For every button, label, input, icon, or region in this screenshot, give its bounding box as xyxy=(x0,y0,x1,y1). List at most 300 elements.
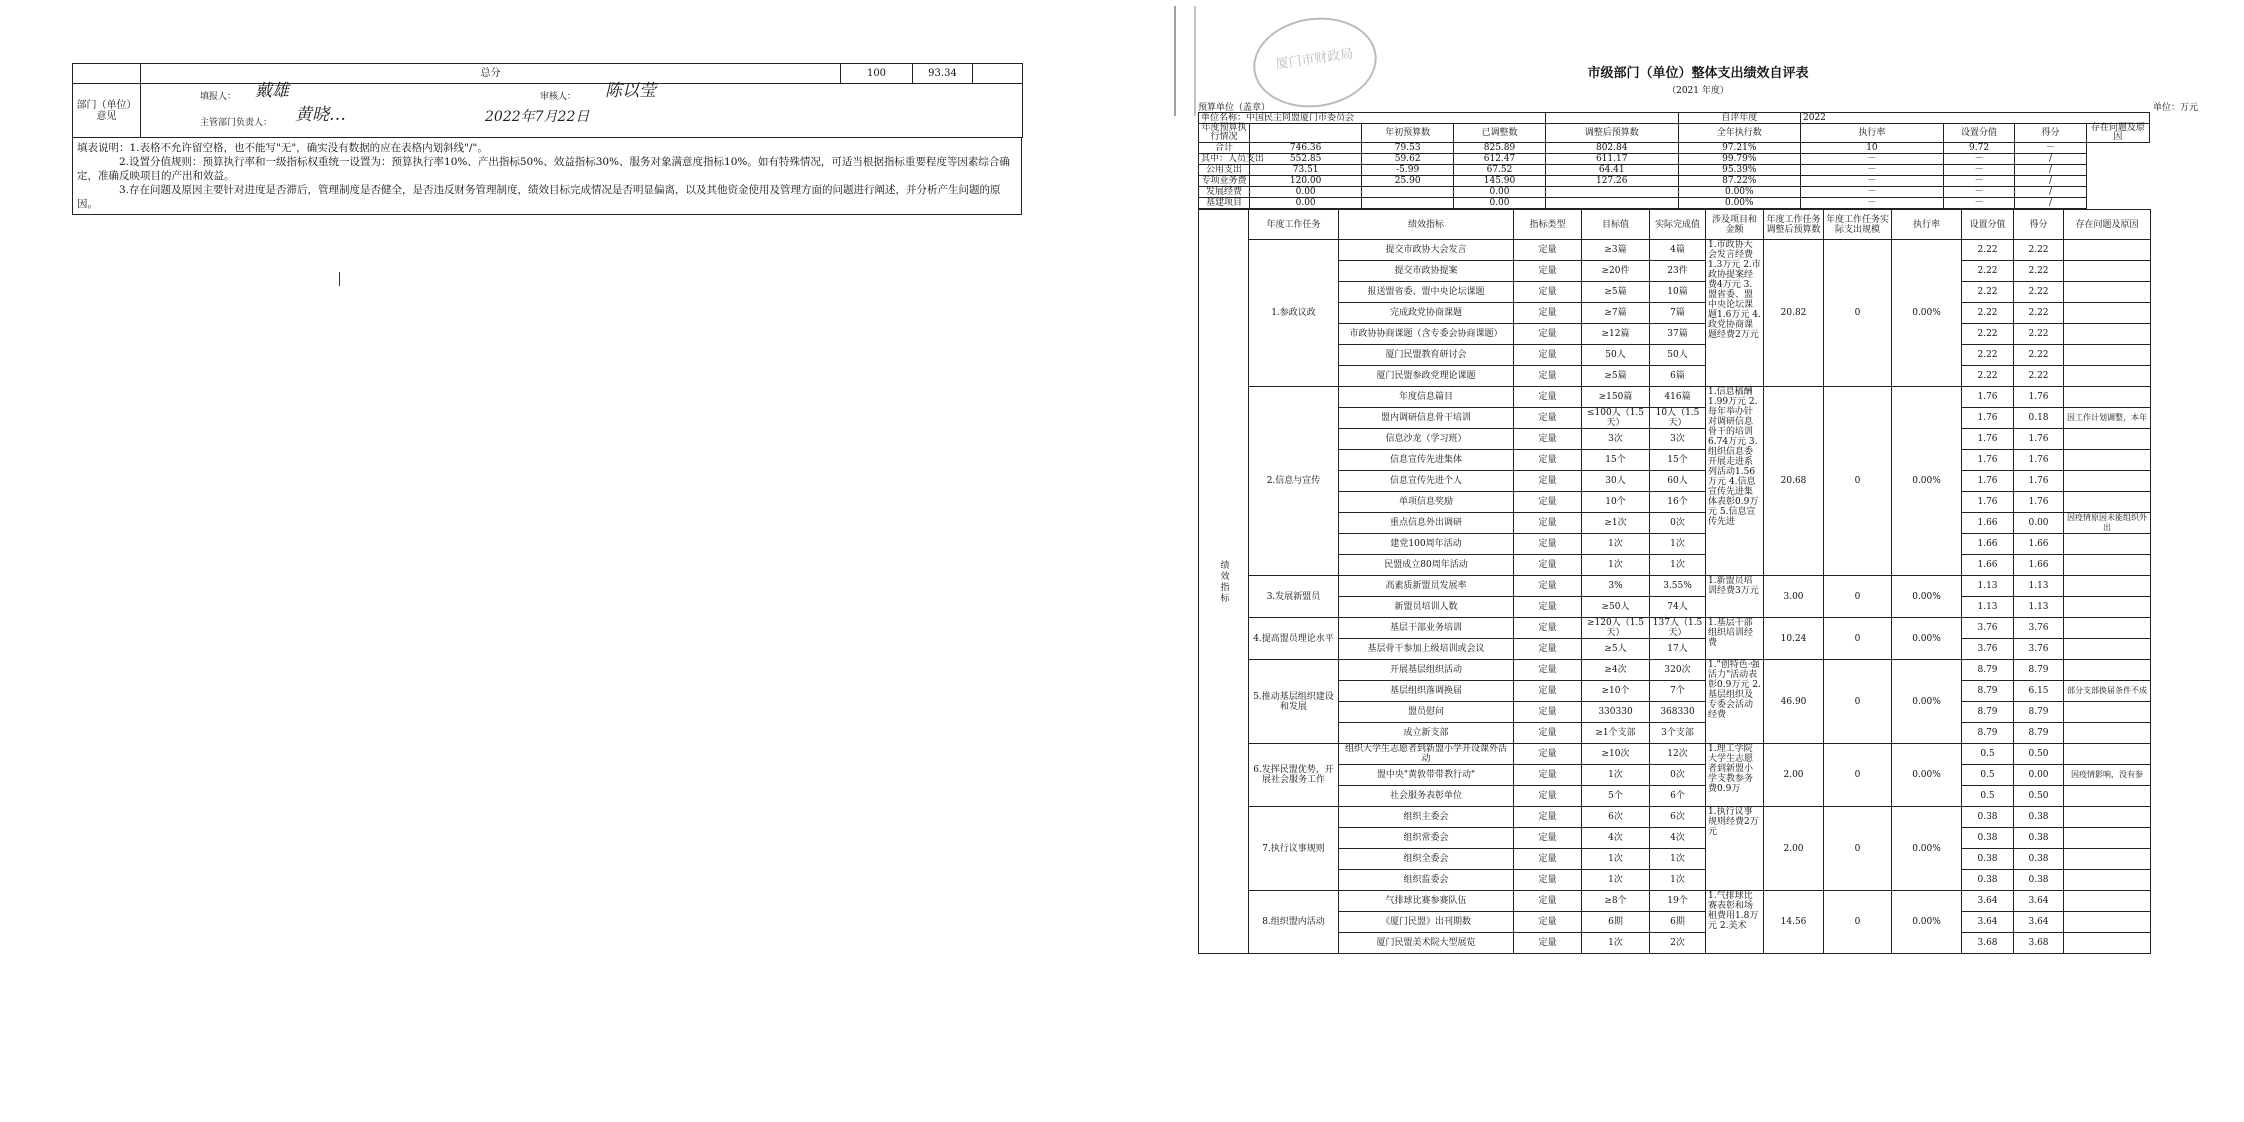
indicator-score-set: 1.76 xyxy=(1962,492,2014,513)
task-adjusted-budget: 20.82 xyxy=(1764,240,1824,387)
actual-value: 7篇 xyxy=(1650,303,1706,324)
budget-cell: 552.85 xyxy=(1250,154,1362,165)
indicator-score-got: 1.76 xyxy=(2014,429,2064,450)
indicator-score-got: 0.38 xyxy=(2014,807,2064,828)
indicator-score-got: 8.79 xyxy=(2014,702,2064,723)
filler-label: 填报人： xyxy=(200,92,237,102)
target-value: ≥10次 xyxy=(1582,744,1650,765)
indicator-score-got: 2.22 xyxy=(2014,324,2064,345)
task-adjusted-budget: 20.68 xyxy=(1764,387,1824,576)
indicator-name: 重点信息外出调研 xyxy=(1339,513,1514,534)
indicator-problem xyxy=(2064,618,2151,639)
target-value: ≥4次 xyxy=(1582,660,1650,681)
indicator-score-got: 0.50 xyxy=(2014,744,2064,765)
target-value: 5个 xyxy=(1582,786,1650,807)
indicator-score-got: 2.22 xyxy=(2014,261,2064,282)
budget-cell: 0.00 xyxy=(1454,198,1546,209)
task-name: 2.信息与宣传 xyxy=(1249,387,1339,576)
indicator-problem xyxy=(2064,786,2151,807)
project-amount-desc: 1.基层干部组织培训经费 xyxy=(1706,618,1764,660)
indicator-score-got: 0.38 xyxy=(2014,828,2064,849)
actual-value: 137人（1.5天） xyxy=(1650,618,1706,639)
task-actual-spend: 0 xyxy=(1824,618,1892,660)
actual-value: 12次 xyxy=(1650,744,1706,765)
self-year-label: 自评年度 xyxy=(1678,113,1800,124)
actual-value: 15个 xyxy=(1650,450,1706,471)
head-signature: 黄晓… xyxy=(295,105,346,125)
indicator-score-set: 2.22 xyxy=(1962,261,2014,282)
budget-cell xyxy=(1545,187,1678,198)
indicator-name: 年度信息篇目 xyxy=(1339,387,1514,408)
perf-header: 绩效指标 xyxy=(1339,210,1514,240)
actual-value: 17人 xyxy=(1650,639,1706,660)
task-exec-rate: 0.00% xyxy=(1892,240,1962,387)
indicator-score-set: 8.79 xyxy=(1962,660,2014,681)
budget-cell: 825.89 xyxy=(1454,143,1546,154)
indicator-problem xyxy=(2064,912,2151,933)
indicator-type: 定量 xyxy=(1514,933,1582,954)
actual-value: 3.55% xyxy=(1650,576,1706,597)
budget-cell: / xyxy=(2015,154,2086,165)
actual-value: 1次 xyxy=(1650,534,1706,555)
indicator-problem xyxy=(2064,471,2151,492)
budget-execution-table xyxy=(1198,112,2150,209)
head-label: 主管部门负责人： xyxy=(200,118,273,128)
target-value: 10个 xyxy=(1582,492,1650,513)
indicator-problem: 因工作计划调整，本年 xyxy=(2064,408,2151,429)
indicator-name: 报送盟省委、盟中央论坛课题 xyxy=(1339,282,1514,303)
budget-cell: － xyxy=(1801,154,1944,165)
actual-value: 2次 xyxy=(1650,933,1706,954)
budget-cell: 64.41 xyxy=(1545,165,1678,176)
budget-header: 执行率 xyxy=(1801,124,1944,143)
indicator-score-set: 0.5 xyxy=(1962,786,2014,807)
indicator-type: 定量 xyxy=(1514,660,1582,681)
budget-header: 得分 xyxy=(2015,124,2086,143)
indicator-type: 定量 xyxy=(1514,723,1582,744)
indicator-name: 厦门民盟美术院大型展览 xyxy=(1339,933,1514,954)
budget-cell: － xyxy=(1943,198,2014,209)
target-value: ≥50人 xyxy=(1582,597,1650,618)
indicator-name: 盟中央"黄敦带带教行动" xyxy=(1339,765,1514,786)
budget-cell: 127.26 xyxy=(1545,176,1678,187)
indicator-problem xyxy=(2064,597,2151,618)
actual-value: 60人 xyxy=(1650,471,1706,492)
project-amount-desc: 1.市政协大会发言经费1.3万元 2.市政协提案经费4万元 3.盟省委、盟中央论坛课题1.6万元 4.政党协商课题经费2万元 xyxy=(1706,240,1764,387)
indicator-score-got: 0.00 xyxy=(2014,765,2064,786)
actual-value: 10篇 xyxy=(1650,282,1706,303)
indicator-score-set: 1.76 xyxy=(1962,408,2014,429)
actual-value: 6篇 xyxy=(1650,366,1706,387)
indicator-name: 完成政党协商课题 xyxy=(1339,303,1514,324)
indicator-score-got: 2.22 xyxy=(2014,345,2064,366)
indicator-score-got: 6.15 xyxy=(2014,681,2064,702)
indicator-name: 厦门民盟参政党理论课题 xyxy=(1339,366,1514,387)
task-adjusted-budget: 14.56 xyxy=(1764,891,1824,954)
actual-value: 4篇 xyxy=(1650,240,1706,261)
indicator-problem xyxy=(2064,891,2151,912)
indicator-name: 成立新支部 xyxy=(1339,723,1514,744)
indicator-type: 定量 xyxy=(1514,324,1582,345)
indicator-name: 建党100周年活动 xyxy=(1339,534,1514,555)
actual-value: 416篇 xyxy=(1650,387,1706,408)
perf-header: 年度工作任务 xyxy=(1249,210,1339,240)
budget-cell: 95.39% xyxy=(1678,165,1800,176)
indicator-score-set: 2.22 xyxy=(1962,282,2014,303)
indicator-name: 盟员慰问 xyxy=(1339,702,1514,723)
indicator-score-got: 3.68 xyxy=(2014,933,2064,954)
budget-cell: 0.00% xyxy=(1678,198,1800,209)
budget-cell: 25.90 xyxy=(1362,176,1454,187)
project-amount-desc: 1.执行议事规则经费2万元 xyxy=(1706,807,1764,891)
task-actual-spend: 0 xyxy=(1824,576,1892,618)
actual-value: 320次 xyxy=(1650,660,1706,681)
target-value: 1次 xyxy=(1582,765,1650,786)
self-year: 2022 xyxy=(1801,113,2150,124)
budget-cell: 120.00 xyxy=(1250,176,1362,187)
budget-cell: -5.99 xyxy=(1362,165,1454,176)
task-actual-spend: 0 xyxy=(1824,660,1892,744)
indicator-score-set: 2.22 xyxy=(1962,366,2014,387)
budget-cell: － xyxy=(1801,176,1944,187)
indicator-problem xyxy=(2064,870,2151,891)
indicator-name: 组织主委会 xyxy=(1339,807,1514,828)
target-value: 3次 xyxy=(1582,429,1650,450)
budget-cell: / xyxy=(2015,176,2086,187)
actual-value: 23件 xyxy=(1650,261,1706,282)
target-value: ≥8个 xyxy=(1582,891,1650,912)
actual-value: 16个 xyxy=(1650,492,1706,513)
indicator-type: 定量 xyxy=(1514,366,1582,387)
indicator-score-set: 1.76 xyxy=(1962,450,2014,471)
score-signature-table xyxy=(72,63,1023,138)
budget-cell: 611.17 xyxy=(1545,154,1678,165)
actual-value: 1次 xyxy=(1650,555,1706,576)
scan-edge-marks xyxy=(1174,6,1196,116)
indicator-type: 定量 xyxy=(1514,471,1582,492)
budget-cell: 79.53 xyxy=(1362,143,1454,154)
budget-cell: / xyxy=(2015,165,2086,176)
indicator-type: 定量 xyxy=(1514,912,1582,933)
indicator-score-got: 0.38 xyxy=(2014,849,2064,870)
fill-instructions: 填表说明：1.表格不允许留空格，也不能写"无"，确实没有数据的应在表格内划斜线"/"。 2.设置分值规则：预算执行率和一级指标权重统一设置为：预算执行率10%、产出指标50%、效益指标30%、服务对象满意度指标10%。如有特殊情况，可适当根据指标重要程度等因素综合确定，准确反映项目的产出和效益。 3.存在问题及原因主要针对进度是否滞后，管理制度是否健全，是否违反财务管理制度，绩效目标完成情况是否明显偏离，以及其他资金使用及管理方面的问题进行阐述，并分析产生问题的原因。 xyxy=(72,138,1022,215)
task-adjusted-budget: 2.00 xyxy=(1764,744,1824,807)
budget-header: 年初预算数 xyxy=(1362,124,1454,143)
indicator-type: 定量 xyxy=(1514,765,1582,786)
target-value: ≥5人 xyxy=(1582,639,1650,660)
indicator-score-got: 0.38 xyxy=(2014,870,2064,891)
budget-cell: 0.00% xyxy=(1678,187,1800,198)
perf-header: 年度工作任务调整后预算数 xyxy=(1764,210,1824,240)
perf-header: 目标值 xyxy=(1582,210,1650,240)
task-actual-spend: 0 xyxy=(1824,240,1892,387)
perf-header: 得分 xyxy=(2014,210,2064,240)
budget-cell: 9.72 xyxy=(1943,143,2014,154)
indicator-problem xyxy=(2064,345,2151,366)
task-actual-spend: 0 xyxy=(1824,807,1892,891)
indicator-type: 定量 xyxy=(1514,345,1582,366)
indicator-type: 定量 xyxy=(1514,240,1582,261)
target-value: ≥20件 xyxy=(1582,261,1650,282)
indicator-type: 定量 xyxy=(1514,618,1582,639)
actual-value: 10人（1.5天） xyxy=(1650,408,1706,429)
target-value: ≥1个支部 xyxy=(1582,723,1650,744)
task-name: 1.参政议政 xyxy=(1249,240,1339,387)
task-exec-rate: 0.00% xyxy=(1892,618,1962,660)
actual-value: 19个 xyxy=(1650,891,1706,912)
indicator-score-got: 3.64 xyxy=(2014,912,2064,933)
perf-header: 存在问题及原因 xyxy=(2064,210,2151,240)
indicator-type: 定量 xyxy=(1514,681,1582,702)
indicator-score-got: 8.79 xyxy=(2014,723,2064,744)
indicator-problem xyxy=(2064,660,2151,681)
target-value: ≥1次 xyxy=(1582,513,1650,534)
indicator-score-set: 0.38 xyxy=(1962,828,2014,849)
budget-row-label: 基建项目 xyxy=(1199,198,1250,209)
opinion-label: 部门（单位）意见 xyxy=(73,84,141,138)
budget-cell xyxy=(1362,198,1454,209)
indicator-problem xyxy=(2064,303,2151,324)
perf-header: 设置分值 xyxy=(1962,210,2014,240)
budget-header: 已调整数 xyxy=(1454,124,1546,143)
indicator-score-got: 1.76 xyxy=(2014,450,2064,471)
indicator-score-got: 1.13 xyxy=(2014,576,2064,597)
indicator-score-got: 1.76 xyxy=(2014,387,2064,408)
task-name: 3.发展新盟员 xyxy=(1249,576,1339,618)
indicator-score-set: 8.79 xyxy=(1962,723,2014,744)
actual-value: 37篇 xyxy=(1650,324,1706,345)
task-exec-rate: 0.00% xyxy=(1892,891,1962,954)
indicator-problem xyxy=(2064,261,2151,282)
indicator-score-got: 8.79 xyxy=(2014,660,2064,681)
indicator-score-got: 2.22 xyxy=(2014,240,2064,261)
indicator-problem xyxy=(2064,429,2151,450)
project-amount-desc: 1.新盟员培训经费3万元 xyxy=(1706,576,1764,618)
indicator-name: 基层干部业务培训 xyxy=(1339,618,1514,639)
task-name: 7.执行议事规则 xyxy=(1249,807,1339,891)
indicator-name: 信息宣传先进集体 xyxy=(1339,450,1514,471)
indicator-problem xyxy=(2064,387,2151,408)
indicator-score-set: 0.38 xyxy=(1962,849,2014,870)
indicator-type: 定量 xyxy=(1514,513,1582,534)
indicator-type: 定量 xyxy=(1514,303,1582,324)
budget-cell: 87.22% xyxy=(1678,176,1800,187)
indicator-score-set: 0.5 xyxy=(1962,744,2014,765)
actual-value: 7个 xyxy=(1650,681,1706,702)
budget-cell: 0.00 xyxy=(1454,187,1546,198)
budget-cell xyxy=(1362,187,1454,198)
actual-value: 1次 xyxy=(1650,849,1706,870)
budget-cell: － xyxy=(1801,198,1944,209)
reviewer-label: 审核人： xyxy=(540,92,577,102)
indicator-score-set: 3.76 xyxy=(1962,639,2014,660)
budget-cell: 802.84 xyxy=(1545,143,1678,154)
indicator-name: 高素质新盟员发展率 xyxy=(1339,576,1514,597)
indicator-problem: 部分支部换届条件不成 xyxy=(2064,681,2151,702)
indicator-score-got: 1.66 xyxy=(2014,555,2064,576)
target-value: ≥150篇 xyxy=(1582,387,1650,408)
task-adjusted-budget: 3.00 xyxy=(1764,576,1824,618)
budget-header: 调整后预算数 xyxy=(1545,124,1678,143)
target-value: ≥7篇 xyxy=(1582,303,1650,324)
budget-cell: 145.90 xyxy=(1454,176,1546,187)
indicator-problem: 因疫情原因未能组织外出 xyxy=(2064,513,2151,534)
indicator-score-set: 1.13 xyxy=(1962,576,2014,597)
indicator-score-set: 1.66 xyxy=(1962,534,2014,555)
task-exec-rate: 0.00% xyxy=(1892,744,1962,807)
task-name: 8.组织盟内活动 xyxy=(1249,891,1339,954)
indicator-score-set: 1.76 xyxy=(1962,429,2014,450)
indicator-type: 定量 xyxy=(1514,429,1582,450)
actual-value: 1次 xyxy=(1650,870,1706,891)
target-value: 15个 xyxy=(1582,450,1650,471)
indicator-score-set: 1.76 xyxy=(1962,387,2014,408)
indicator-type: 定量 xyxy=(1514,450,1582,471)
indicator-type: 定量 xyxy=(1514,849,1582,870)
actual-value: 6次 xyxy=(1650,807,1706,828)
unit-label: 单位：万元 xyxy=(2152,103,2198,113)
indicator-type: 定量 xyxy=(1514,639,1582,660)
indicator-problem xyxy=(2064,828,2151,849)
actual-value: 50人 xyxy=(1650,345,1706,366)
indicator-name: 提交市政协大会发言 xyxy=(1339,240,1514,261)
indicator-score-set: 3.64 xyxy=(1962,891,2014,912)
task-actual-spend: 0 xyxy=(1824,387,1892,576)
indicator-type: 定量 xyxy=(1514,261,1582,282)
indicator-problem xyxy=(2064,534,2151,555)
budget-cell xyxy=(1545,198,1678,209)
indicator-problem xyxy=(2064,849,2151,870)
indicator-problem xyxy=(2064,723,2151,744)
indicator-score-got: 2.22 xyxy=(2014,303,2064,324)
left-page-form xyxy=(72,63,1022,215)
indicator-name: 信息宣传先进个人 xyxy=(1339,471,1514,492)
performance-indicator-table xyxy=(1198,209,2151,954)
project-amount-desc: 1.信息稿酬1.99万元 2.每年举办针对调研信息骨干的培训6.74万元 3.组织信息委开展走进系列活动1.56万元 4.信息宣传先进集体表彰0.9万元 5.信息宣传先进 xyxy=(1706,387,1764,576)
target-value: 50人 xyxy=(1582,345,1650,366)
budget-cell: － xyxy=(1943,154,2014,165)
indicator-score-set: 2.22 xyxy=(1962,345,2014,366)
indicator-score-got: 2.22 xyxy=(2014,282,2064,303)
indicator-problem: 因疫情影响，没有参 xyxy=(2064,765,2151,786)
target-value: 3% xyxy=(1582,576,1650,597)
indicator-type: 定量 xyxy=(1514,576,1582,597)
indicator-name: 气排球比赛参赛队伍 xyxy=(1339,891,1514,912)
project-amount-desc: 1.气排球比赛表彰和场租费用1.8万元 2.美术 xyxy=(1706,891,1764,954)
indicator-problem xyxy=(2064,702,2151,723)
budget-cell: 67.52 xyxy=(1454,165,1546,176)
indicator-type: 定量 xyxy=(1514,492,1582,513)
indicator-score-set: 0.38 xyxy=(1962,870,2014,891)
budget-row-label: 合计 xyxy=(1199,143,1250,154)
target-value: 1次 xyxy=(1582,534,1650,555)
indicator-name: 《厦门民盟》出刊期数 xyxy=(1339,912,1514,933)
project-amount-desc: 1."创特色·强活力"活动表彰0.9万元 2.基层组织及专委会活动经费 xyxy=(1706,660,1764,744)
indicator-type: 定量 xyxy=(1514,555,1582,576)
indicator-name: 基层组织落调换届 xyxy=(1339,681,1514,702)
indicator-type: 定量 xyxy=(1514,282,1582,303)
indicator-score-got: 3.76 xyxy=(2014,639,2064,660)
task-exec-rate: 0.00% xyxy=(1892,576,1962,618)
task-name: 5.推动基层组织建设和发展 xyxy=(1249,660,1339,744)
indicator-score-set: 8.79 xyxy=(1962,702,2014,723)
indicator-type: 定量 xyxy=(1514,891,1582,912)
budget-cell: 99.79% xyxy=(1678,154,1800,165)
perf-section-label: 绩效指标 xyxy=(1199,210,1249,954)
indicator-name: 组织监委会 xyxy=(1339,870,1514,891)
indicator-type: 定量 xyxy=(1514,744,1582,765)
reviewer-signature: 陈以莹 xyxy=(605,81,656,101)
indicator-name: 厦门民盟教育研讨会 xyxy=(1339,345,1514,366)
budget-cell: 0.00 xyxy=(1250,198,1362,209)
indicator-type: 定量 xyxy=(1514,786,1582,807)
indicator-type: 定量 xyxy=(1514,870,1582,891)
actual-value: 4次 xyxy=(1650,828,1706,849)
indicator-score-got: 3.76 xyxy=(2014,618,2064,639)
actual-value: 74人 xyxy=(1650,597,1706,618)
budget-header: 存在问题及原因 xyxy=(2086,124,2149,143)
indicator-score-set: 0.5 xyxy=(1962,765,2014,786)
official-stamp: 厦门市财政局 xyxy=(1247,10,1382,115)
project-amount-desc: 1.理工学院大学生志愿者到新盟小学支教参务费0.9万 xyxy=(1706,744,1764,807)
budget-cell: － xyxy=(1801,165,1944,176)
budget-row-label: 专项业务费 xyxy=(1199,176,1250,187)
indicator-problem xyxy=(2064,639,2151,660)
target-value: ≥5篇 xyxy=(1582,282,1650,303)
target-value: ≥12篇 xyxy=(1582,324,1650,345)
target-value: ≥3篇 xyxy=(1582,240,1650,261)
indicator-score-set: 1.66 xyxy=(1962,555,2014,576)
target-value: ≥10个 xyxy=(1582,681,1650,702)
perf-header: 涉及项目和金额 xyxy=(1706,210,1764,240)
task-name: 6.发挥民盟优势，开展社会服务工作 xyxy=(1249,744,1339,807)
perf-header: 指标类型 xyxy=(1514,210,1582,240)
target-value: 1次 xyxy=(1582,933,1650,954)
budget-unit-label: 预算单位（盖章） xyxy=(1198,103,1271,113)
task-adjusted-budget: 10.24 xyxy=(1764,618,1824,660)
indicator-type: 定量 xyxy=(1514,702,1582,723)
actual-value: 6个 xyxy=(1650,786,1706,807)
indicator-score-set: 2.22 xyxy=(1962,303,2014,324)
indicator-score-set: 3.64 xyxy=(1962,912,2014,933)
total-label: 总分 xyxy=(141,64,841,84)
total-score: 100 xyxy=(841,64,913,84)
indicator-problem xyxy=(2064,450,2151,471)
form-title: 市级部门（单位）整体支出绩效自评表 xyxy=(1587,66,1809,81)
budget-cell: 97.21% xyxy=(1678,143,1800,154)
indicator-name: 组织全委会 xyxy=(1339,849,1514,870)
indicator-score-set: 8.79 xyxy=(1962,681,2014,702)
budget-cell: 73.51 xyxy=(1250,165,1362,176)
indicator-name: 单项信息奖励 xyxy=(1339,492,1514,513)
indicator-problem xyxy=(2064,492,2151,513)
indicator-problem xyxy=(2064,744,2151,765)
form-subtitle: （2021 年度） xyxy=(1667,86,1729,96)
indicator-problem xyxy=(2064,240,2151,261)
indicator-name: 盟内调研信息骨干培训 xyxy=(1339,408,1514,429)
actual-value: 0次 xyxy=(1650,765,1706,786)
indicator-score-got: 3.64 xyxy=(2014,891,2064,912)
task-exec-rate: 0.00% xyxy=(1892,387,1962,576)
budget-cell: － xyxy=(1943,176,2014,187)
indicator-name: 开展基层组织活动 xyxy=(1339,660,1514,681)
task-name: 4.提高盟员理论水平 xyxy=(1249,618,1339,660)
perf-header: 执行率 xyxy=(1892,210,1962,240)
indicator-type: 定量 xyxy=(1514,534,1582,555)
indicator-name: 新盟员培训人数 xyxy=(1339,597,1514,618)
budget-cell: － xyxy=(2015,143,2086,154)
budget-header: 全年执行数 xyxy=(1678,124,1800,143)
